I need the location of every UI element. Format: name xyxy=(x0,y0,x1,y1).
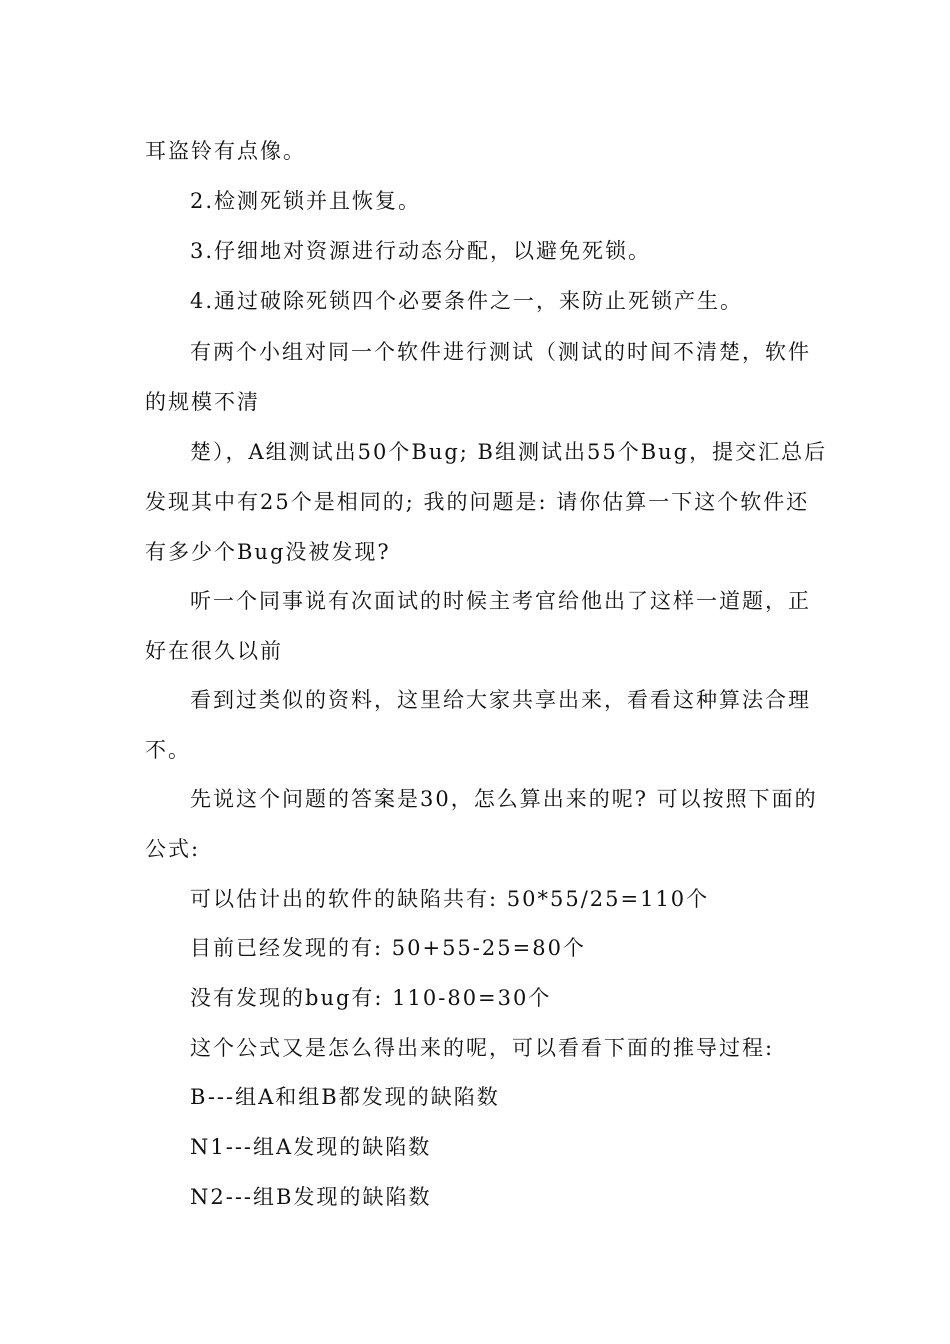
paragraph-line: 有多少个Bug没被发现? xyxy=(145,540,391,564)
paragraph-line: 不。 xyxy=(145,738,191,762)
definition-line: N1---组A发现的缺陷数 xyxy=(190,1135,432,1159)
formula-line: 可以估计出的软件的缺陷共有: 50*55/25=110个 xyxy=(190,887,710,911)
paragraph-line: 楚），A组测试出50个Bug; B组测试出55个Bug，提交汇总后 xyxy=(190,440,828,464)
formula-line: 目前已经发现的有: 50+55-25=80个 xyxy=(190,936,586,960)
list-item-2: 2.检测死锁并且恢复。 xyxy=(190,189,422,213)
list-item-3: 3.仔细地对资源进行动态分配，以避免死锁。 xyxy=(190,239,652,263)
paragraph-line: 公式: xyxy=(145,837,201,861)
definition-line: N2---组B发现的缺陷数 xyxy=(190,1185,432,1209)
paragraph-line: 好在很久以前 xyxy=(145,639,283,663)
definition-line: B---组A和组B都发现的缺陷数 xyxy=(190,1085,500,1109)
paragraph-line: 发现其中有25个是相同的; 我的问题是: 请你估算一下这个软件还 xyxy=(145,490,810,514)
list-item-4: 4.通过破除死锁四个必要条件之一，来防止死锁产生。 xyxy=(190,289,744,313)
paragraph-line: 听一个同事说有次面试的时候主考官给他出了这样一道题，正 xyxy=(190,589,811,613)
paragraph-line: 耳盗铃有点像。 xyxy=(145,139,306,163)
formula-line: 没有发现的bug有: 110-80=30个 xyxy=(190,986,552,1010)
paragraph-line: 看到过类似的资料，这里给大家共享出来，看看这种算法合理 xyxy=(190,688,811,712)
paragraph-line: 有两个小组对同一个软件进行测试（测试的时间不清楚，软件 xyxy=(190,340,811,364)
paragraph-line: 先说这个问题的答案是30，怎么算出来的呢? 可以按照下面的 xyxy=(190,787,818,811)
paragraph-line: 的规模不清 xyxy=(145,390,260,414)
paragraph-line: 这个公式又是怎么得出来的呢，可以看看下面的推导过程: xyxy=(190,1036,775,1060)
